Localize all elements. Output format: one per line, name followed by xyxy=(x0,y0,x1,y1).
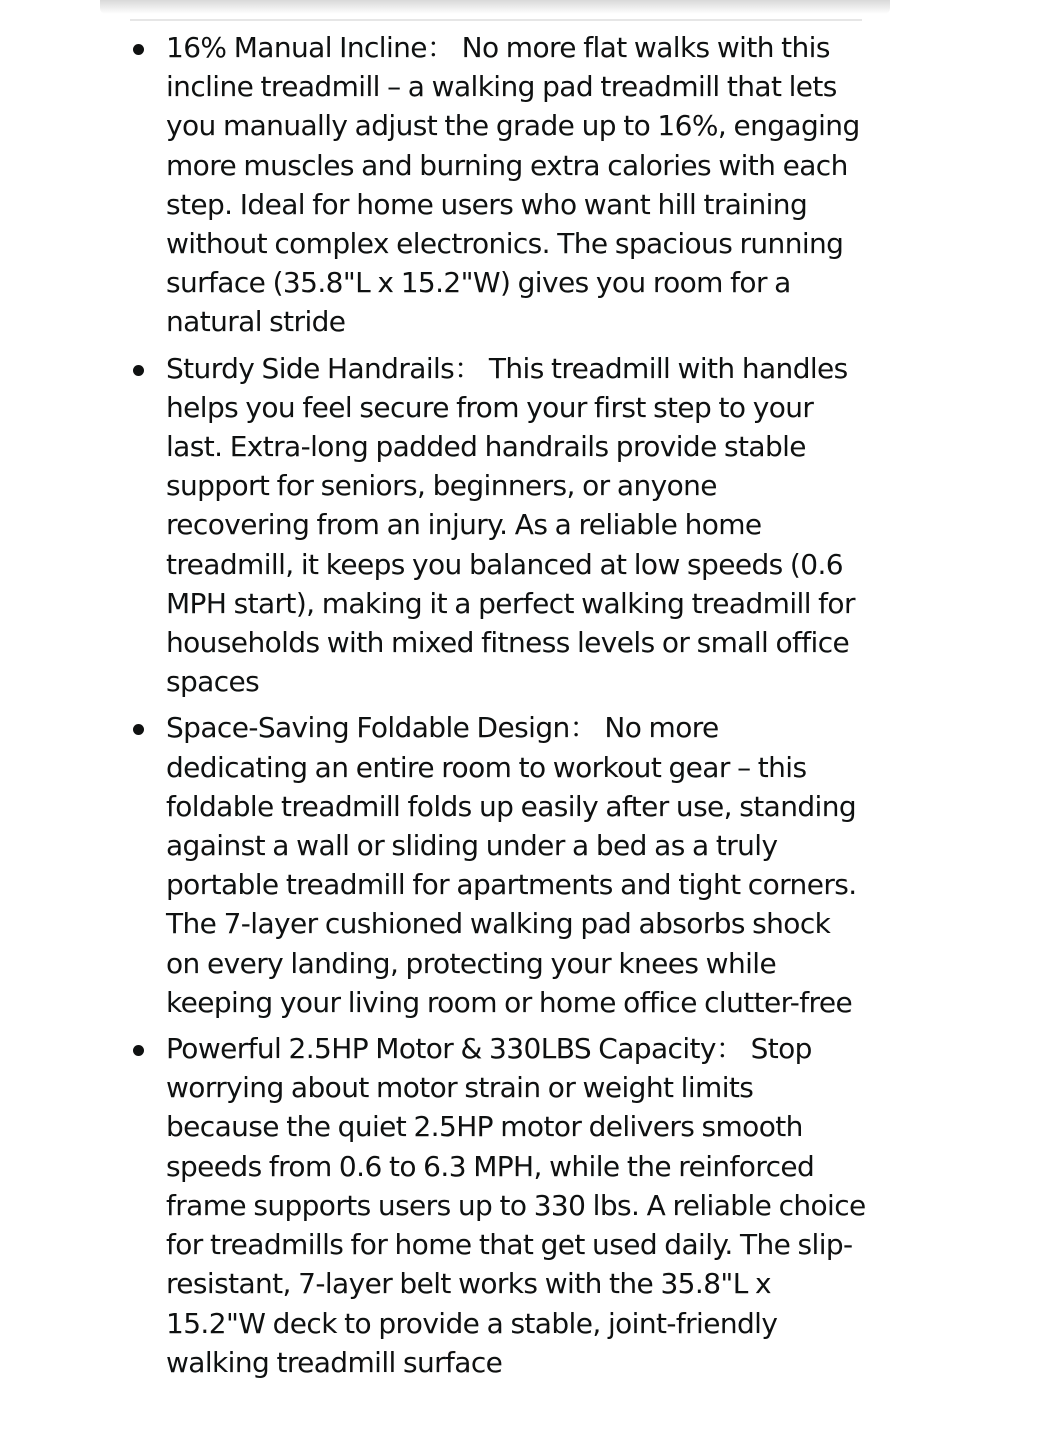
bullet-icon xyxy=(133,1045,144,1056)
heading-separator: ： xyxy=(454,351,489,385)
heading-separator: ： xyxy=(715,1032,751,1066)
feature-item-handrails xyxy=(0,349,866,702)
feature-text xyxy=(166,1032,866,1379)
heading-separator: ： xyxy=(569,711,605,745)
feature-item-motor xyxy=(0,1029,866,1382)
bullet-icon xyxy=(133,365,144,376)
feature-text xyxy=(166,352,855,699)
feature-item-incline xyxy=(0,28,866,342)
section-divider xyxy=(130,19,862,21)
feature-text xyxy=(166,711,857,1018)
feature-heading: 16% Manual Incline xyxy=(166,31,427,64)
feature-body: No more flat walks with this incline treadmill – a walking pad treadmill that lets you manually adjust the grade up to 16%, engaging more muscles and burning extra calories with each step. Ideal for home users who want hill training without complex electronics. The spacious running surface (35.8"L x 15.2"W) gives you room for a natural stride xyxy=(166,31,860,339)
feature-heading: Sturdy Side Handrails xyxy=(166,351,455,385)
feature-body: This treadmill with handles helps you feel secure from your first step to your last. Extra-long padded handrails provide stable support for seniors, beginners, or anyone recovering from an injury. As a reliable home treadmill, it keeps you balanced at low speeds (0.6 MPH start), making it a perfect walking treadmill for households with mixed fitness levels or small office spaces xyxy=(166,351,855,699)
feature-bullet-list xyxy=(0,28,1043,1389)
feature-body: No more dedicating an entire room to workout gear – this foldable treadmill folds up easily after use, standing against a wall or sliding under a bed as a truly portable treadmill for apartments and tight corners. The 7-layer cushioned walking pad absorbs shock on every landing, protecting your knees while keeping your living room or home office clutter-free xyxy=(166,711,857,1019)
top-edge-shadow xyxy=(100,0,890,14)
feature-item-foldable xyxy=(0,708,866,1022)
feature-text xyxy=(166,31,860,338)
heading-separator: ： xyxy=(426,31,462,64)
bullet-icon xyxy=(133,724,144,735)
feature-heading: Powerful 2.5HP Motor & 330LBS Capacity xyxy=(166,1032,716,1066)
feature-heading: Space-Saving Foldable Design xyxy=(166,711,570,745)
feature-body: Stop worrying about motor strain or weight limits because the quiet 2.5HP motor delivers smooth speeds from 0.6 to 6.3 MPH, while the reinforced frame supports users up to 330 lbs. A reliable choice for treadmills for home that get used daily. The slip-resistant, 7-layer belt works with the 35.8"L x 15.2"W deck to provide a stable, joint-friendly walking treadmill surface xyxy=(166,1032,866,1379)
bullet-icon xyxy=(133,44,144,55)
